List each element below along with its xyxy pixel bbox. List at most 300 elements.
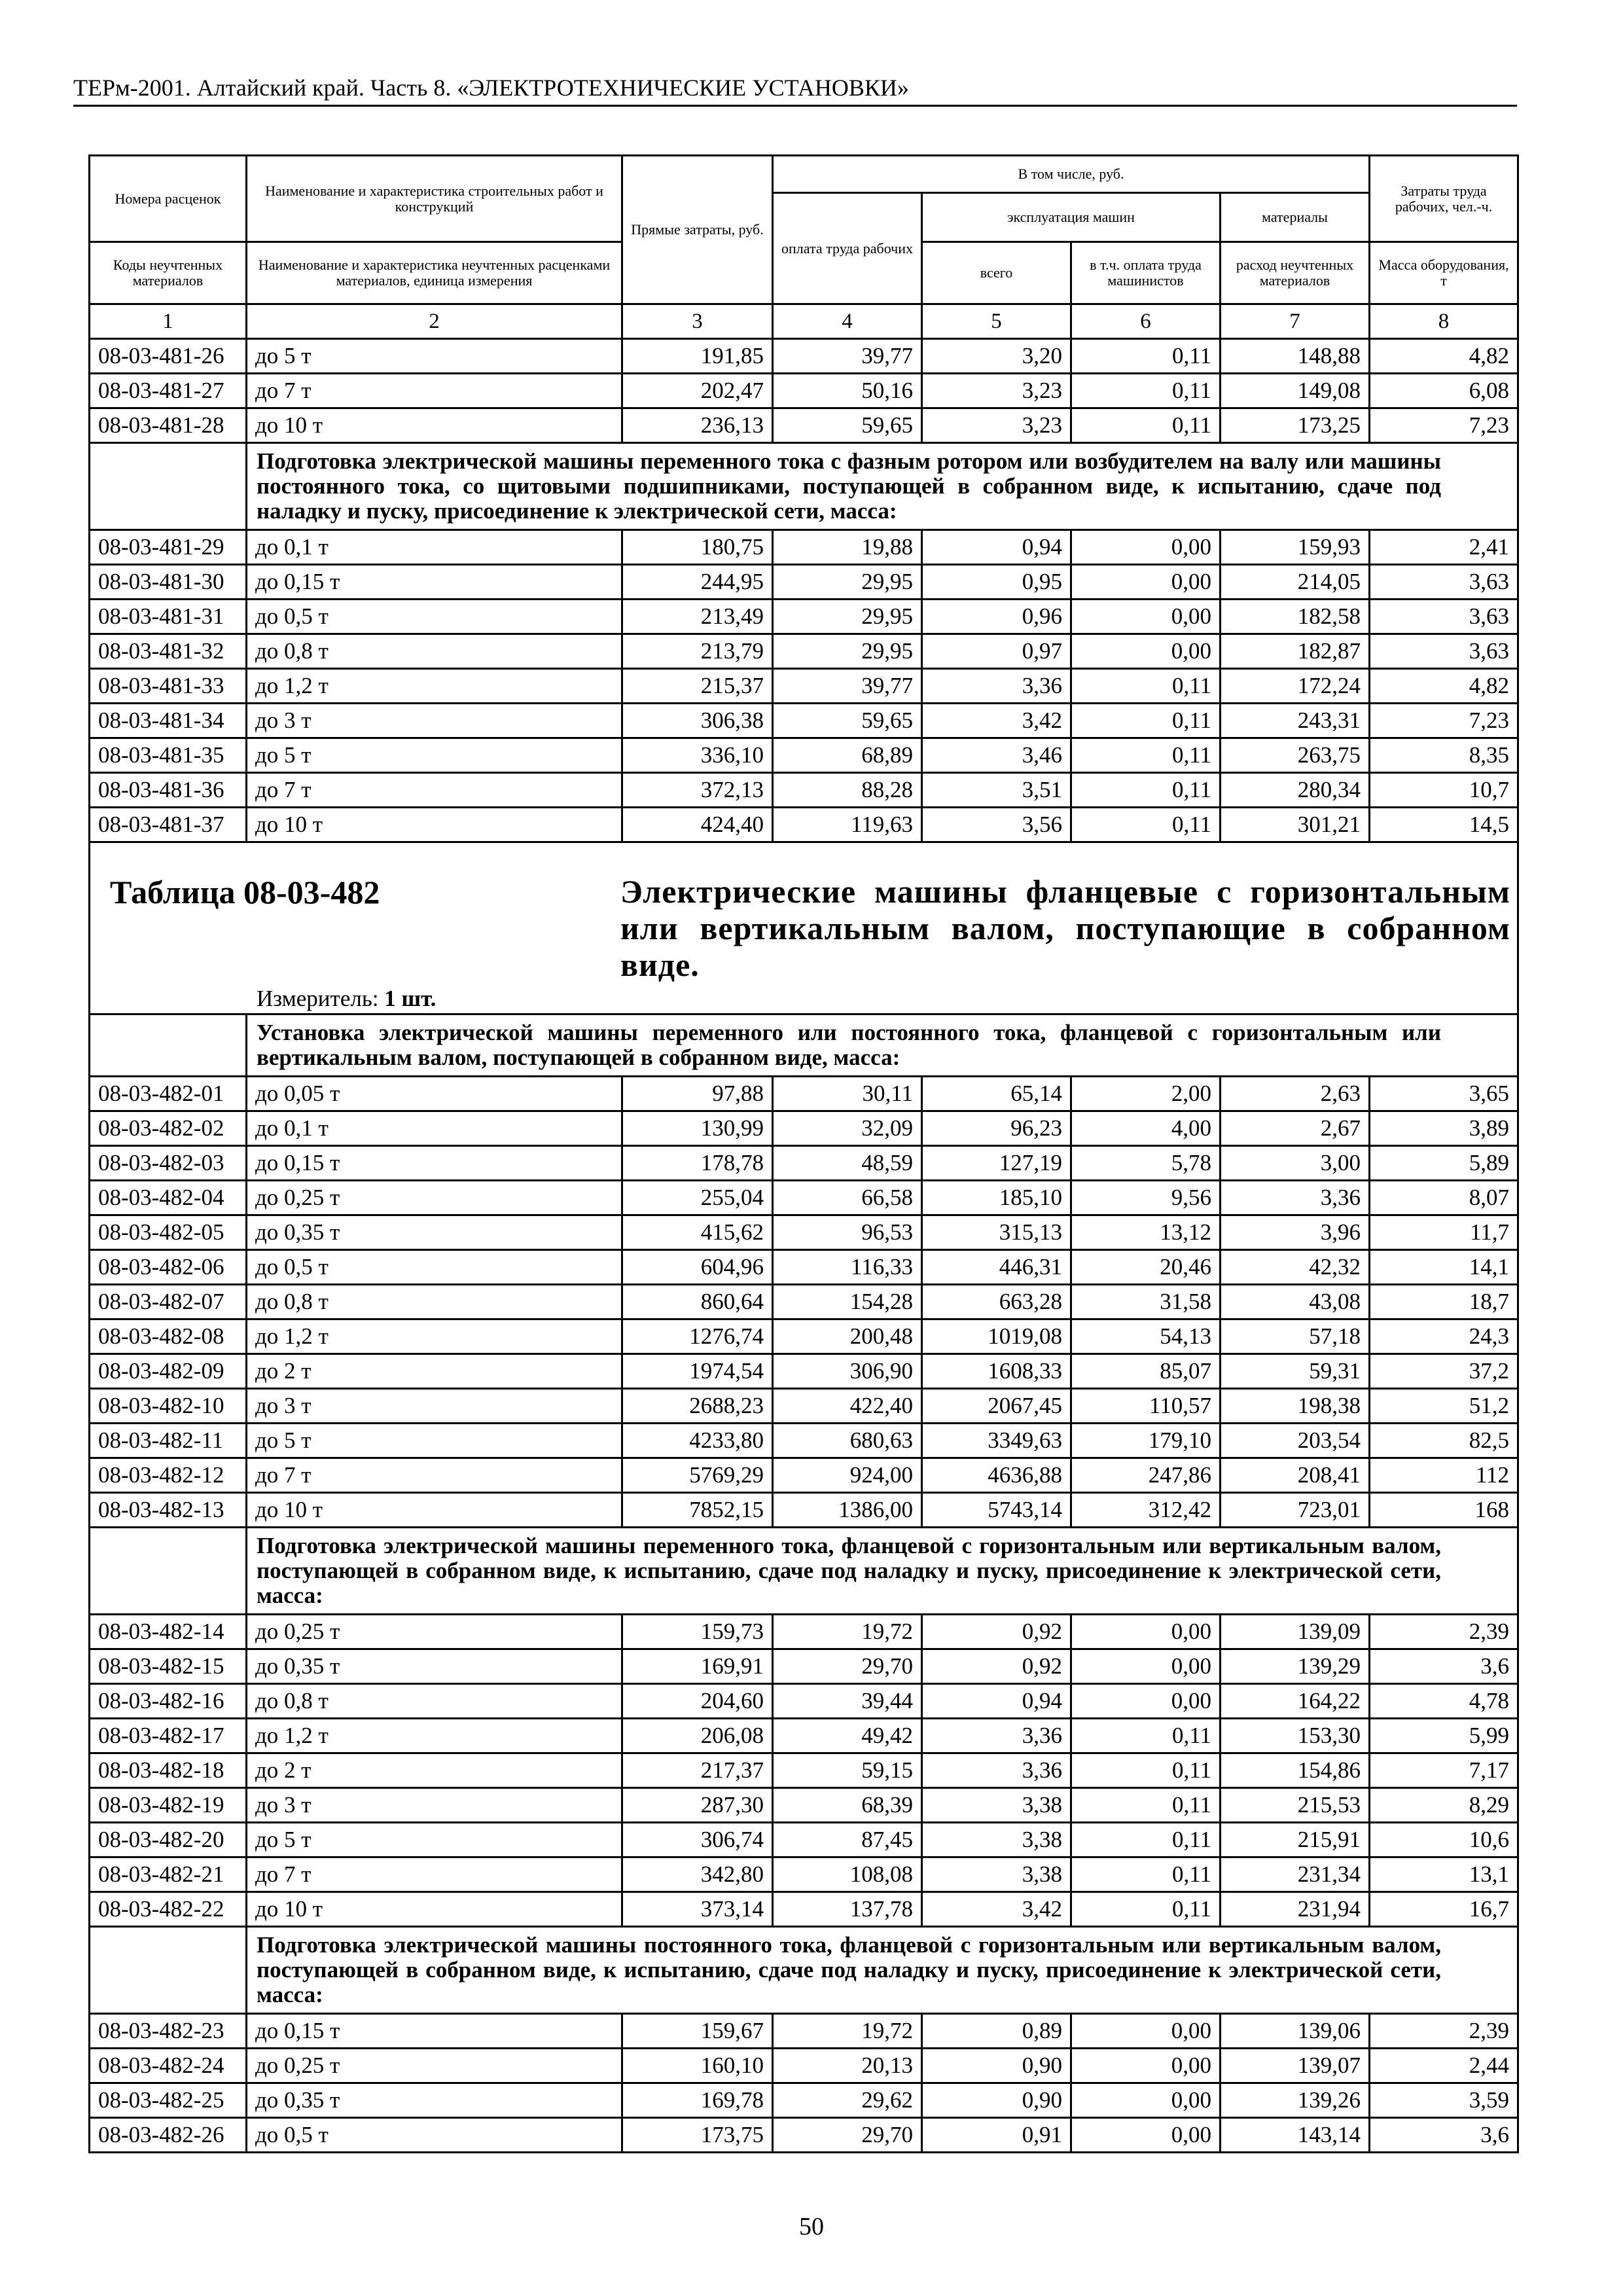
column-number: 2 xyxy=(247,304,622,339)
worker-pay: 59,65 xyxy=(773,408,922,443)
equipment-mass: 3,65 xyxy=(1370,1077,1518,1111)
direct-costs: 4233,80 xyxy=(622,1424,773,1458)
machine-total: 3,56 xyxy=(922,808,1071,842)
header-materials: материалы xyxy=(1221,193,1370,242)
rate-code: 08-03-482-03 xyxy=(90,1146,247,1181)
direct-costs: 191,85 xyxy=(622,339,773,374)
section-482-dc-prep xyxy=(90,1927,1518,2014)
rate-code: 08-03-481-34 xyxy=(90,704,247,738)
header-operator-pay: в т.ч. оплата труда машинистов xyxy=(1071,242,1221,304)
worker-pay: 29,95 xyxy=(773,634,922,669)
materials-cost: 139,26 xyxy=(1221,2083,1370,2118)
machine-total: 0,96 xyxy=(922,600,1071,634)
rate-name: до 0,25 т xyxy=(247,2049,622,2083)
worker-pay: 1386,00 xyxy=(773,1493,922,1528)
rate-name: до 3 т xyxy=(247,1788,622,1823)
worker-pay: 154,28 xyxy=(773,1285,922,1319)
operator-pay: 0,00 xyxy=(1071,1615,1221,1649)
column-number: 5 xyxy=(922,304,1071,339)
materials-cost: 148,88 xyxy=(1221,339,1370,374)
operator-pay: 0,11 xyxy=(1071,808,1221,842)
materials-cost: 2,63 xyxy=(1221,1077,1370,1111)
table-row xyxy=(90,1215,1518,1250)
rate-name: до 0,5 т xyxy=(247,1250,622,1285)
operator-pay: 0,00 xyxy=(1071,530,1221,565)
operator-pay: 0,11 xyxy=(1071,408,1221,443)
direct-costs: 287,30 xyxy=(622,1788,773,1823)
table-row xyxy=(90,773,1518,808)
direct-costs: 1276,74 xyxy=(622,1319,773,1354)
equipment-mass: 3,6 xyxy=(1370,2118,1518,2153)
rows-group-482-e xyxy=(90,2014,1518,2153)
operator-pay: 0,00 xyxy=(1071,1684,1221,1719)
equipment-mass: 4,78 xyxy=(1370,1684,1518,1719)
direct-costs: 7852,15 xyxy=(622,1493,773,1528)
equipment-mass: 4,82 xyxy=(1370,339,1518,374)
materials-cost: 723,01 xyxy=(1221,1493,1370,1528)
direct-costs: 130,99 xyxy=(622,1111,773,1146)
materials-cost: 208,41 xyxy=(1221,1458,1370,1493)
materials-cost: 243,31 xyxy=(1221,704,1370,738)
rate-code: 08-03-482-19 xyxy=(90,1788,247,1823)
table-row xyxy=(90,634,1518,669)
equipment-mass: 3,63 xyxy=(1370,634,1518,669)
direct-costs: 372,13 xyxy=(622,773,773,808)
rate-code: 08-03-482-12 xyxy=(90,1458,247,1493)
direct-costs: 159,67 xyxy=(622,2014,773,2049)
operator-pay: 0,11 xyxy=(1071,339,1221,374)
materials-cost: 231,34 xyxy=(1221,1857,1370,1892)
rate-name: до 0,8 т xyxy=(247,634,622,669)
worker-pay: 49,42 xyxy=(773,1719,922,1753)
operator-pay: 0,11 xyxy=(1071,704,1221,738)
price-table xyxy=(88,154,1519,2153)
equipment-mass: 5,89 xyxy=(1370,1146,1518,1181)
rate-code: 08-03-482-08 xyxy=(90,1319,247,1354)
rate-name: до 1,2 т xyxy=(247,669,622,704)
equipment-mass: 7,23 xyxy=(1370,704,1518,738)
materials-cost: 2,67 xyxy=(1221,1111,1370,1146)
materials-cost: 182,87 xyxy=(1221,634,1370,669)
rate-code: 08-03-482-22 xyxy=(90,1892,247,1927)
worker-pay: 137,78 xyxy=(773,1892,922,1927)
rate-code: 08-03-482-09 xyxy=(90,1354,247,1389)
rate-name: до 0,1 т xyxy=(247,530,622,565)
table-row xyxy=(90,808,1518,842)
machine-total: 3,36 xyxy=(922,669,1071,704)
rate-name: до 7 т xyxy=(247,1458,622,1493)
materials-cost: 215,53 xyxy=(1221,1788,1370,1823)
materials-cost: 139,29 xyxy=(1221,1649,1370,1684)
rate-name: до 7 т xyxy=(247,773,622,808)
rows-group-481-a xyxy=(90,339,1518,443)
direct-costs: 173,75 xyxy=(622,2118,773,2153)
machine-total: 96,23 xyxy=(922,1111,1071,1146)
worker-pay: 96,53 xyxy=(773,1215,922,1250)
worker-pay: 116,33 xyxy=(773,1250,922,1285)
header-equipment-mass: Масса оборудования, т xyxy=(1370,242,1518,304)
table-row xyxy=(90,1424,1518,1458)
worker-pay: 29,95 xyxy=(773,565,922,600)
header-direct-costs: Прямые затраты, руб. xyxy=(622,156,773,304)
section-heading: Подготовка электрической машины постоянного тока, фланцевой с горизонтальным или вертикальным валом, поступающей в собранном виде, к испытанию, сдаче под наладку и пуску, присоединение к электрической сети, масса: xyxy=(257,1932,1441,2007)
worker-pay: 30,11 xyxy=(773,1077,922,1111)
operator-pay: 54,13 xyxy=(1071,1319,1221,1354)
materials-cost: 139,06 xyxy=(1221,2014,1370,2049)
meter-value: 1 шт. xyxy=(384,986,437,1011)
materials-cost: 3,00 xyxy=(1221,1146,1370,1181)
direct-costs: 204,60 xyxy=(622,1684,773,1719)
direct-costs: 244,95 xyxy=(622,565,773,600)
direct-costs: 860,64 xyxy=(622,1285,773,1319)
table-row xyxy=(90,2083,1518,2118)
machine-total: 0,90 xyxy=(922,2049,1071,2083)
rate-code: 08-03-482-20 xyxy=(90,1823,247,1857)
operator-pay: 20,46 xyxy=(1071,1250,1221,1285)
materials-cost: 3,96 xyxy=(1221,1215,1370,1250)
rate-name: до 0,5 т xyxy=(247,600,622,634)
worker-pay: 924,00 xyxy=(773,1458,922,1493)
direct-costs: 178,78 xyxy=(622,1146,773,1181)
rate-name: до 2 т xyxy=(247,1753,622,1788)
direct-costs: 160,10 xyxy=(622,2049,773,2083)
operator-pay: 0,11 xyxy=(1071,1753,1221,1788)
column-numbers-row xyxy=(90,304,1518,339)
materials-cost: 182,58 xyxy=(1221,600,1370,634)
running-header: ТЕРм-2001. Алтайский край. Часть 8. «ЭЛЕКТРОТЕХНИЧЕСКИЕ УСТАНОВКИ» xyxy=(73,73,1517,107)
rate-code: 08-03-481-28 xyxy=(90,408,247,443)
equipment-mass: 3,89 xyxy=(1370,1111,1518,1146)
equipment-mass: 3,59 xyxy=(1370,2083,1518,2118)
worker-pay: 29,62 xyxy=(773,2083,922,2118)
worker-pay: 20,13 xyxy=(773,2049,922,2083)
rate-code: 08-03-481-30 xyxy=(90,565,247,600)
rows-group-482-c xyxy=(90,1077,1518,1528)
worker-pay: 39,77 xyxy=(773,339,922,374)
table-row xyxy=(90,738,1518,773)
table-row xyxy=(90,1389,1518,1424)
table-row xyxy=(90,1077,1518,1111)
table-row xyxy=(90,1319,1518,1354)
worker-pay: 29,95 xyxy=(773,600,922,634)
worker-pay: 19,88 xyxy=(773,530,922,565)
equipment-mass: 10,6 xyxy=(1370,1823,1518,1857)
rate-name: до 7 т xyxy=(247,1857,622,1892)
rate-code: 08-03-482-24 xyxy=(90,2049,247,2083)
equipment-mass: 5,99 xyxy=(1370,1719,1518,1753)
direct-costs: 255,04 xyxy=(622,1181,773,1215)
worker-pay: 88,28 xyxy=(773,773,922,808)
column-number: 8 xyxy=(1370,304,1518,339)
machine-total: 0,91 xyxy=(922,2118,1071,2153)
worker-pay: 39,77 xyxy=(773,669,922,704)
equipment-mass: 7,17 xyxy=(1370,1753,1518,1788)
machine-total: 446,31 xyxy=(922,1250,1071,1285)
rate-code: 08-03-481-27 xyxy=(90,374,247,408)
rate-code: 08-03-481-29 xyxy=(90,530,247,565)
table-meter xyxy=(257,986,436,1012)
worker-pay: 29,70 xyxy=(773,2118,922,2153)
table-row xyxy=(90,1892,1518,1927)
machine-total: 3,51 xyxy=(922,773,1071,808)
rate-code: 08-03-482-13 xyxy=(90,1493,247,1528)
materials-cost: 203,54 xyxy=(1221,1424,1370,1458)
direct-costs: 202,47 xyxy=(622,374,773,408)
rate-name: до 0,15 т xyxy=(247,1146,622,1181)
section-482-ac-prep xyxy=(90,1528,1518,1615)
table-row xyxy=(90,600,1518,634)
rate-name: до 0,35 т xyxy=(247,1649,622,1684)
direct-costs: 97,88 xyxy=(622,1077,773,1111)
operator-pay: 247,86 xyxy=(1071,1458,1221,1493)
table-label: Таблица 08-03-482 xyxy=(110,874,380,910)
rate-code: 08-03-482-06 xyxy=(90,1250,247,1285)
operator-pay: 5,78 xyxy=(1071,1146,1221,1181)
column-number: 6 xyxy=(1071,304,1221,339)
table-row xyxy=(90,1684,1518,1719)
operator-pay: 0,11 xyxy=(1071,773,1221,808)
rate-name: до 0,05 т xyxy=(247,1077,622,1111)
page-number: 50 xyxy=(799,2213,824,2240)
worker-pay: 19,72 xyxy=(773,1615,922,1649)
equipment-mass: 14,1 xyxy=(1370,1250,1518,1285)
equipment-mass: 24,3 xyxy=(1370,1319,1518,1354)
operator-pay: 0,11 xyxy=(1071,669,1221,704)
materials-cost: 173,25 xyxy=(1221,408,1370,443)
section-482-install xyxy=(90,1014,1518,1077)
rate-code: 08-03-481-36 xyxy=(90,773,247,808)
operator-pay: 179,10 xyxy=(1071,1424,1221,1458)
direct-costs: 306,74 xyxy=(622,1823,773,1857)
rate-code: 08-03-481-37 xyxy=(90,808,247,842)
rate-code: 08-03-482-02 xyxy=(90,1111,247,1146)
table-row xyxy=(90,1649,1518,1684)
operator-pay: 0,11 xyxy=(1071,374,1221,408)
table-row xyxy=(90,1458,1518,1493)
machine-total: 3,46 xyxy=(922,738,1071,773)
column-number: 1 xyxy=(90,304,247,339)
rate-name: до 5 т xyxy=(247,1424,622,1458)
rate-name: до 10 т xyxy=(247,808,622,842)
materials-cost: 153,30 xyxy=(1221,1719,1370,1753)
equipment-mass: 3,63 xyxy=(1370,565,1518,600)
machine-total: 1608,33 xyxy=(922,1354,1071,1389)
rate-code: 08-03-481-26 xyxy=(90,339,247,374)
direct-costs: 424,40 xyxy=(622,808,773,842)
worker-pay: 306,90 xyxy=(773,1354,922,1389)
machine-total: 3,38 xyxy=(922,1857,1071,1892)
machine-total: 0,89 xyxy=(922,2014,1071,2049)
direct-costs: 180,75 xyxy=(622,530,773,565)
equipment-mass: 37,2 xyxy=(1370,1354,1518,1389)
direct-costs: 373,14 xyxy=(622,1892,773,1927)
rate-name: до 5 т xyxy=(247,1823,622,1857)
materials-cost: 198,38 xyxy=(1221,1389,1370,1424)
materials-cost: 57,18 xyxy=(1221,1319,1370,1354)
equipment-mass: 10,7 xyxy=(1370,773,1518,808)
rate-code: 08-03-482-25 xyxy=(90,2083,247,2118)
table-row xyxy=(90,1493,1518,1528)
operator-pay: 110,57 xyxy=(1071,1389,1221,1424)
operator-pay: 0,00 xyxy=(1071,2049,1221,2083)
direct-costs: 5769,29 xyxy=(622,1458,773,1493)
table-row xyxy=(90,339,1518,374)
header-labor-costs: Затраты труда рабочих, чел.-ч. xyxy=(1370,156,1518,242)
equipment-mass: 112 xyxy=(1370,1458,1518,1493)
rate-code: 08-03-482-07 xyxy=(90,1285,247,1319)
table-row xyxy=(90,2049,1518,2083)
table-row xyxy=(90,1823,1518,1857)
worker-pay: 68,39 xyxy=(773,1788,922,1823)
worker-pay: 87,45 xyxy=(773,1823,922,1857)
rate-code: 08-03-482-01 xyxy=(90,1077,247,1111)
direct-costs: 169,91 xyxy=(622,1649,773,1684)
equipment-mass: 8,35 xyxy=(1370,738,1518,773)
rate-name: до 5 т xyxy=(247,738,622,773)
materials-cost: 59,31 xyxy=(1221,1354,1370,1389)
machine-total: 0,94 xyxy=(922,1684,1071,1719)
table-header xyxy=(90,156,1518,339)
direct-costs: 217,37 xyxy=(622,1753,773,1788)
column-number: 3 xyxy=(622,304,773,339)
rate-name: до 0,1 т xyxy=(247,1111,622,1146)
equipment-mass: 2,44 xyxy=(1370,2049,1518,2083)
machine-total: 0,92 xyxy=(922,1615,1071,1649)
worker-pay: 48,59 xyxy=(773,1146,922,1181)
rate-code: 08-03-481-32 xyxy=(90,634,247,669)
header-unaccounted-materials: расход неучтенных материалов xyxy=(1221,242,1370,304)
worker-pay: 59,15 xyxy=(773,1753,922,1788)
machine-total: 0,92 xyxy=(922,1649,1071,1684)
rate-name: до 10 т xyxy=(247,408,622,443)
machine-total: 315,13 xyxy=(922,1215,1071,1250)
direct-costs: 1974,54 xyxy=(622,1354,773,1389)
rate-name: до 0,25 т xyxy=(247,1615,622,1649)
rate-code: 08-03-482-04 xyxy=(90,1181,247,1215)
table-row xyxy=(90,704,1518,738)
direct-costs: 215,37 xyxy=(622,669,773,704)
rate-code: 08-03-482-16 xyxy=(90,1684,247,1719)
materials-cost: 164,22 xyxy=(1221,1684,1370,1719)
machine-total: 3,36 xyxy=(922,1719,1071,1753)
direct-costs: 306,38 xyxy=(622,704,773,738)
machine-total: 1019,08 xyxy=(922,1319,1071,1354)
materials-cost: 159,93 xyxy=(1221,530,1370,565)
table-row xyxy=(90,1111,1518,1146)
table-row xyxy=(90,530,1518,565)
worker-pay: 119,63 xyxy=(773,808,922,842)
machine-total: 3,23 xyxy=(922,408,1071,443)
operator-pay: 0,11 xyxy=(1071,1892,1221,1927)
rate-code: 08-03-481-35 xyxy=(90,738,247,773)
equipment-mass: 82,5 xyxy=(1370,1424,1518,1458)
machine-total: 0,94 xyxy=(922,530,1071,565)
equipment-mass: 16,7 xyxy=(1370,1892,1518,1927)
header-rate-numbers: Номера расценок xyxy=(90,156,247,242)
rate-name: до 10 т xyxy=(247,1493,622,1528)
rate-code: 08-03-481-33 xyxy=(90,669,247,704)
table-row xyxy=(90,374,1518,408)
machine-total: 663,28 xyxy=(922,1285,1071,1319)
worker-pay: 29,70 xyxy=(773,1649,922,1684)
direct-costs: 236,13 xyxy=(622,408,773,443)
table-row xyxy=(90,2118,1518,2153)
worker-pay: 68,89 xyxy=(773,738,922,773)
equipment-mass: 6,08 xyxy=(1370,374,1518,408)
equipment-mass: 3,6 xyxy=(1370,1649,1518,1684)
machine-total: 3,20 xyxy=(922,339,1071,374)
rate-name: до 1,2 т xyxy=(247,1319,622,1354)
worker-pay: 66,58 xyxy=(773,1181,922,1215)
direct-costs: 2688,23 xyxy=(622,1389,773,1424)
rate-code: 08-03-482-05 xyxy=(90,1215,247,1250)
rate-code: 08-03-482-17 xyxy=(90,1719,247,1753)
header-total: всего xyxy=(922,242,1071,304)
header-machine-operation: эксплуатация машин xyxy=(922,193,1221,242)
rate-code: 08-03-482-15 xyxy=(90,1649,247,1684)
materials-cost: 139,07 xyxy=(1221,2049,1370,2083)
materials-cost: 149,08 xyxy=(1221,374,1370,408)
machine-total: 3,42 xyxy=(922,1892,1071,1927)
table-row xyxy=(90,1181,1518,1215)
rate-code: 08-03-482-10 xyxy=(90,1389,247,1424)
table-row xyxy=(90,408,1518,443)
rate-name: до 0,25 т xyxy=(247,1181,622,1215)
direct-costs: 213,49 xyxy=(622,600,773,634)
worker-pay: 19,72 xyxy=(773,2014,922,2049)
operator-pay: 0,00 xyxy=(1071,2118,1221,2153)
direct-costs: 415,62 xyxy=(622,1215,773,1250)
operator-pay: 31,58 xyxy=(1071,1285,1221,1319)
rate-code: 08-03-482-11 xyxy=(90,1424,247,1458)
equipment-mass: 168 xyxy=(1370,1493,1518,1528)
machine-total: 3,38 xyxy=(922,1788,1071,1823)
equipment-mass: 2,41 xyxy=(1370,530,1518,565)
meter-label: Измеритель: xyxy=(257,986,379,1011)
machine-total: 127,19 xyxy=(922,1146,1071,1181)
materials-cost: 139,09 xyxy=(1221,1615,1370,1649)
rate-name: до 1,2 т xyxy=(247,1719,622,1753)
materials-cost: 215,91 xyxy=(1221,1823,1370,1857)
rate-code: 08-03-482-21 xyxy=(90,1857,247,1892)
rate-code: 08-03-482-18 xyxy=(90,1753,247,1788)
materials-cost: 301,21 xyxy=(1221,808,1370,842)
operator-pay: 0,00 xyxy=(1071,1649,1221,1684)
direct-costs: 336,10 xyxy=(622,738,773,773)
rate-name: до 10 т xyxy=(247,1892,622,1927)
materials-cost: 263,75 xyxy=(1221,738,1370,773)
header-worker-pay: оплата труда рабочих xyxy=(773,193,922,304)
table-482-header xyxy=(90,842,1518,1014)
operator-pay: 0,00 xyxy=(1071,2083,1221,2118)
table-row xyxy=(90,1719,1518,1753)
section-heading: Установка электрической машины переменного или постоянного тока, фланцевой с горизонтальным или вертикальным валом, поступающей в собранном виде, масса: xyxy=(257,1020,1441,1070)
materials-cost: 231,94 xyxy=(1221,1892,1370,1927)
machine-total: 3,36 xyxy=(922,1753,1071,1788)
rate-name: до 5 т xyxy=(247,339,622,374)
worker-pay: 50,16 xyxy=(773,374,922,408)
direct-costs: 206,08 xyxy=(622,1719,773,1753)
table-row xyxy=(90,565,1518,600)
direct-costs: 342,80 xyxy=(622,1857,773,1892)
equipment-mass: 4,82 xyxy=(1370,669,1518,704)
header-material-names: Наименование и характеристика неучтенных расценками материалов, единица измерения xyxy=(247,242,622,304)
direct-costs: 169,78 xyxy=(622,2083,773,2118)
rate-code: 08-03-481-31 xyxy=(90,600,247,634)
rows-group-482-d xyxy=(90,1615,1518,1927)
rate-name: до 7 т xyxy=(247,374,622,408)
operator-pay: 0,11 xyxy=(1071,1788,1221,1823)
